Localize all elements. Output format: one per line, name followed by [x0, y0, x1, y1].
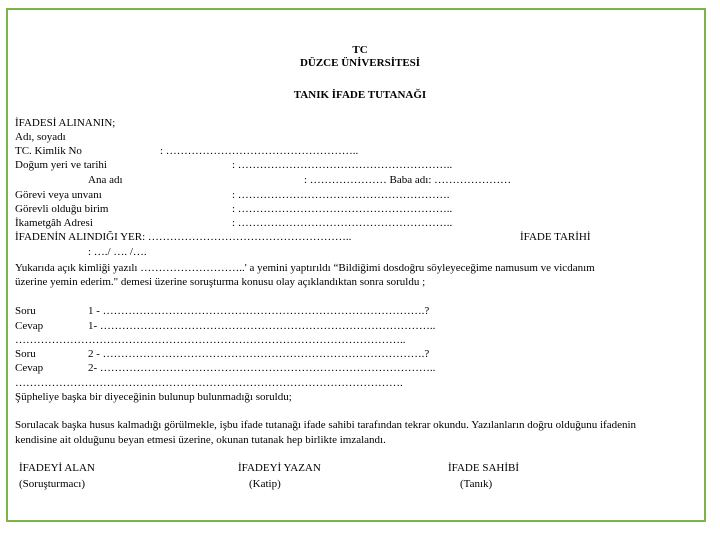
- birth-label: Doğum yeri ve tarihi: [15, 159, 107, 171]
- parents-label: Ana adı: [88, 174, 123, 186]
- job-title-label: Görevi veya unvanı: [15, 189, 102, 201]
- place-label: İFADENİN ALINDIĞI YER: ………………………………………………..: [15, 231, 352, 243]
- tc-label: TC. Kimlik No: [15, 145, 82, 157]
- name-label: Adı, soyadı: [15, 131, 66, 143]
- job-title-value: : ………………………………………………….: [232, 189, 450, 201]
- signature-taker: İFADEYİ ALAN: [19, 462, 95, 474]
- address-value: : …………………………………………………..: [232, 217, 453, 229]
- answer-1-label: Cevap: [15, 320, 44, 332]
- closing-line-1: Sorulacak başka husus kalmadığı görülmekle, işbu ifade tutanağı ifade sahibi tarafından tekrar okundu. Yazılanların doğru olduğunu ifadenin: [15, 419, 637, 431]
- address-label: İkametgâh Adresi: [15, 217, 93, 229]
- suspicion-question: Şüpheliye başka bir diyeceğinin bulunup bulunmadığı soruldu;: [15, 391, 292, 403]
- signature-owner-role: (Tanık): [460, 478, 493, 490]
- oath-line-2: üzerine yemin ederim." demesi üzerine soruşturma konusu olay açıklandıktan sonra soruldu ;: [15, 276, 426, 288]
- answer-1-value: 1- ………………………………………………………………………………..: [88, 320, 436, 332]
- unit-value: : …………………………………………………..: [232, 203, 453, 215]
- document-title: TANIK İFADE TUTANAĞI: [293, 89, 427, 101]
- question-1-label: Soru: [15, 305, 36, 317]
- header-university: DÜZCE ÜNİVERSİTESİ: [299, 57, 421, 69]
- tc-value: : ……………………………………………..: [160, 145, 359, 157]
- signature-owner: İFADE SAHİBİ: [448, 462, 519, 474]
- birth-value: : …………………………………………………..: [232, 159, 453, 171]
- oath-line-1: Yukarıda açık kimliği yazılı ………………………..' a yemini yaptırıldı “Bildiğimi dosdoğru söyleyeceğime namusum ve vicdanım: [15, 262, 595, 274]
- question-2-value: 2 - …………………………………………………………………………….?: [88, 348, 430, 360]
- section-heading: İFADESİ ALINANIN;: [15, 117, 116, 129]
- answer-2-label: Cevap: [15, 362, 44, 374]
- closing-line-2: kendisine ait olduğunu beyan etmesi üzerine, okunan tutanak hep birlikte imzalandı.: [15, 434, 386, 446]
- signature-writer: İFADEYİ YAZAN: [238, 462, 321, 474]
- answer-2-value: 2- ………………………………………………………………………………..: [88, 362, 436, 374]
- date-value: : …./ …. /….: [88, 246, 147, 258]
- answer-1-continuation: ……………………………………………………………………………………………..: [15, 334, 406, 346]
- unit-label: Görevli olduğu birim: [15, 203, 109, 215]
- signature-writer-role: (Katip): [249, 478, 281, 490]
- header-tc: TC: [352, 44, 368, 56]
- signature-taker-role: (Soruşturmacı): [19, 478, 85, 490]
- question-2-label: Soru: [15, 348, 36, 360]
- answer-2-continuation: …………………………………………………………………………………………….: [15, 377, 403, 389]
- question-1-value: 1 - …………………………………………………………………………….?: [88, 305, 430, 317]
- parents-value: : ………………… Baba adı: …………………: [304, 174, 512, 186]
- date-label: İFADE TARİHİ: [520, 231, 591, 243]
